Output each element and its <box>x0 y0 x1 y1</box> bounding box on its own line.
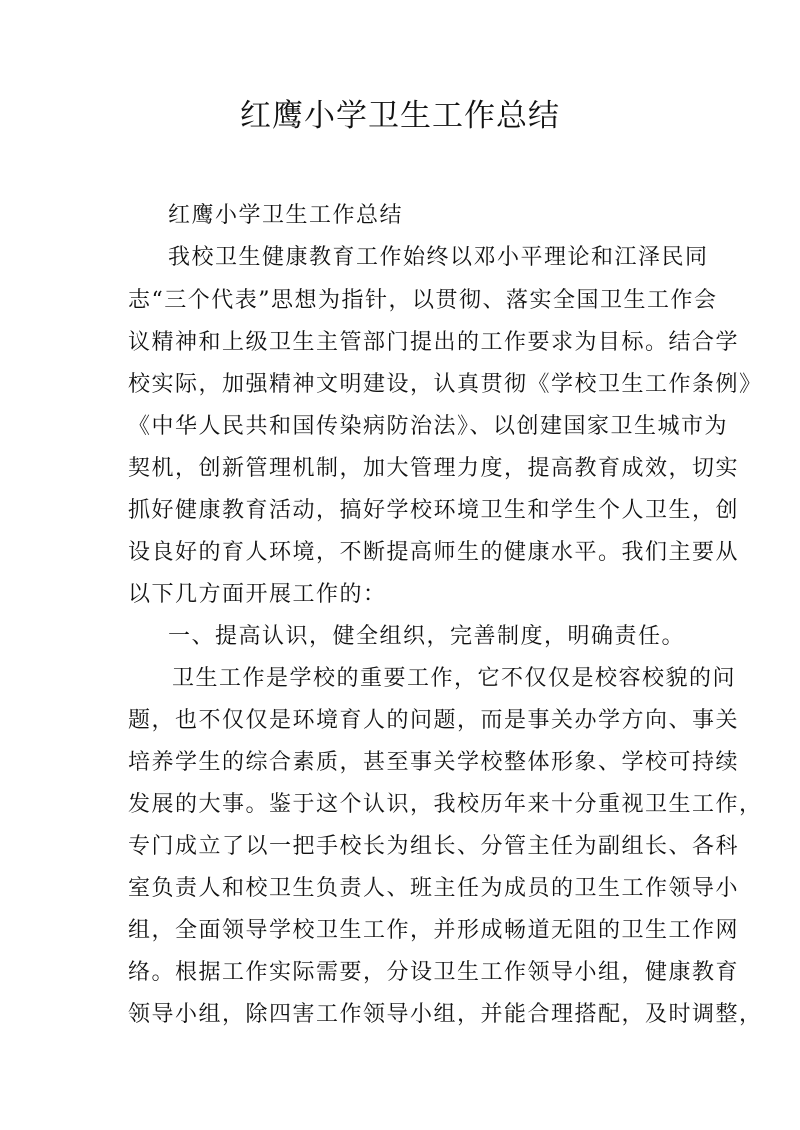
paragraph-line: 我校卫生健康教育工作始终以邓小平理论和江泽民同 <box>168 245 709 270</box>
document-title: 红鹰小学卫生工作总结 <box>240 98 560 134</box>
paragraph-line: 题，也不仅仅是环境育人的问题，而是事关办学方向、事关 <box>128 708 740 733</box>
section-heading: 一、提高认识，健全组织，完善制度，明确责任。 <box>168 624 686 649</box>
paragraph-line: 志“三个代表”思想为指针，以贯彻、落实全国卫生工作会 <box>128 288 718 313</box>
paragraph-line: 校实际，加强精神文明建设，认真贯彻《学校卫生工作条例》 <box>128 372 763 397</box>
subtitle-line: 红鹰小学卫生工作总结 <box>168 203 404 228</box>
paragraph-line: 发展的大事。鉴于这个认识，我校历年来十分重视卫生工作， <box>128 792 763 817</box>
paragraph-line: 契机，创新管理机制，加大管理力度，提高教育成效，切实 <box>128 456 740 481</box>
paragraph-line: 领导小组，除四害工作领导小组，并能合理搭配，及时调整， <box>128 1002 763 1027</box>
paragraph-line: 培养学生的综合素质，甚至事关学校整体形象、学校可持续 <box>128 750 740 775</box>
paragraph-line: 专门成立了以一把手校长为组长、分管主任为副组长、各科 <box>128 834 740 859</box>
paragraph-line: 抓好健康教育活动，搞好学校环境卫生和学生个人卫生，创 <box>128 498 740 523</box>
paragraph-line: 以下几方面开展工作的： <box>128 582 387 607</box>
paragraph-line: 议精神和上级卫生主管部门提出的工作要求为目标。结合学 <box>128 330 740 355</box>
paragraph-line: 络。根据工作实际需要，分设卫生工作领导小组，健康教育 <box>128 960 740 985</box>
paragraph-line: 组，全面领导学校卫生工作，并形成畅道无阻的卫生工作网 <box>128 918 740 943</box>
paragraph-line: 卫生工作是学校的重要工作，它不仅仅是校容校貌的问 <box>172 666 737 691</box>
paragraph-line: 室负责人和校卫生负责人、班主任为成员的卫生工作领导小 <box>128 876 740 901</box>
paragraph-line: 《中华人民共和国传染病防治法》、以创建国家卫生城市为 <box>128 414 729 439</box>
paragraph-line: 设良好的育人环境，不断提高师生的健康水平。我们主要从 <box>128 540 740 565</box>
